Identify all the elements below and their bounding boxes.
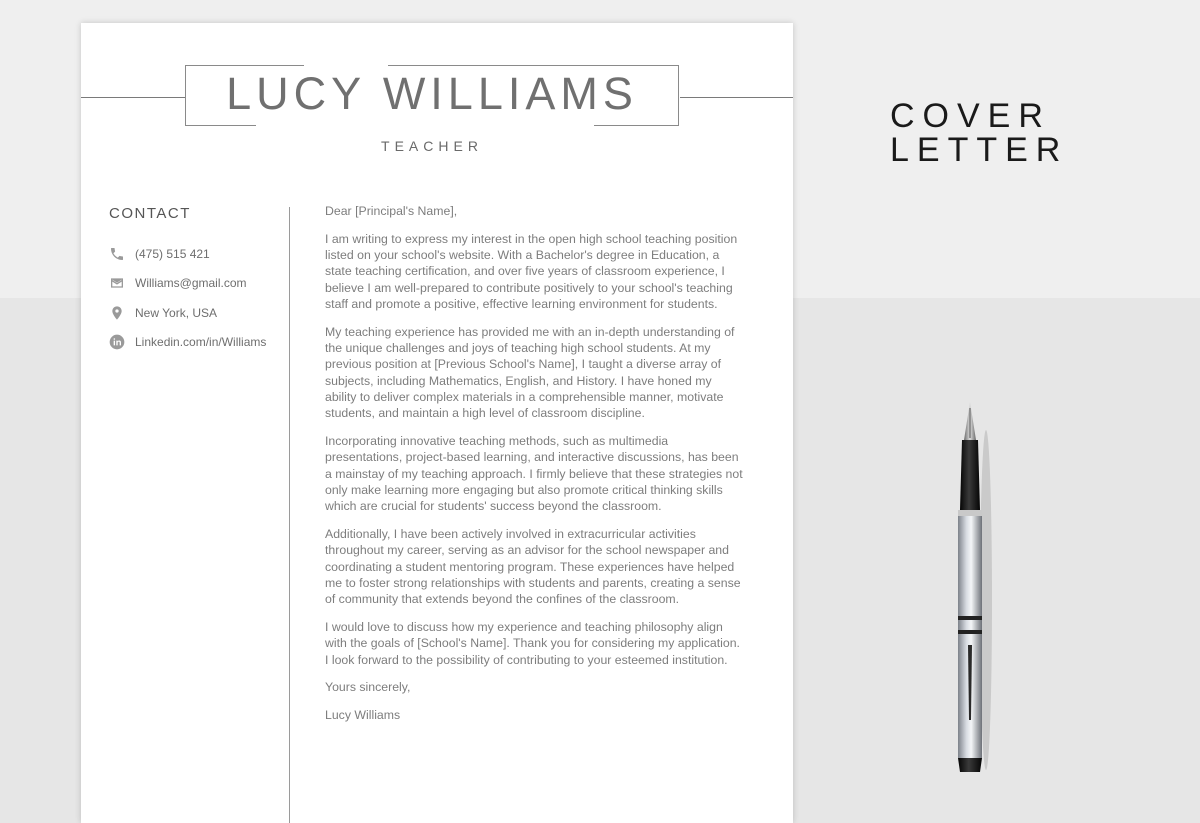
contact-item-email: [109, 269, 266, 299]
fountain-pen-illustration: [940, 400, 1000, 780]
contact-linkedin: Linkedin.com/in/Williams: [135, 335, 267, 350]
letter-body: [325, 203, 745, 735]
cover-title-line-1: COVER: [890, 97, 1051, 135]
contact-location: New York, USA: [135, 305, 218, 320]
cover-letter-title: [890, 99, 1068, 167]
letter-paragraph-3: Incorporating innovative teaching methods, such as multimedia presentations, project-based learning, and interactive discussions, has been a mainstay of my teaching approach. I firmly believe that these strategies not only make learning more engaging but also promote critical thinking skills which are crucial for students' success beyond the classroom.: [325, 434, 743, 514]
letter-paragraph-5: I would love to discuss how my experience and teaching philosophy align with the goals of [School's Name]. Thank you for considering my application. I look forward to the possibility of contributing to your esteemed institution.: [325, 620, 740, 667]
contact-item-phone: [109, 239, 266, 269]
letter-greeting: Dear [Principal's Name],: [325, 204, 458, 218]
applicant-role: TEACHER: [381, 138, 483, 154]
contact-heading: CONTACT: [109, 205, 191, 222]
letter-signature: Lucy Williams: [325, 708, 401, 723]
cover-letter-sheet: [81, 23, 793, 823]
contact-email: Williams@gmail.com: [135, 276, 247, 291]
mail-icon: [109, 275, 125, 291]
linkedin-icon: [109, 334, 125, 350]
letter-paragraph-1: I am writing to express my interest in the open high school teaching position listed on your school's website. With a Bachelor's degree in Education, a state teaching certification, and over five years of classroom experience, I believe I am well-prepared to contribute positively to your school's teaching staff and promote a positive, effective learning environment for students.: [325, 231, 738, 311]
cover-title-line-2: LETTER: [890, 131, 1069, 169]
header-rule-right: [680, 97, 793, 98]
contact-item-location: [109, 298, 266, 328]
letter-paragraph-4: Additionally, I have been actively involved in extracurricular activities throughout my career, serving as an advisor for the school newspaper and coordinating a student mentoring program. These experiences have helped me to foster strong relationships with students and parents, creating a sense of community that extends beyond the confines of the classroom.: [325, 527, 741, 607]
letter-paragraph-2: My teaching experience has provided me with an in-depth understanding of the unique challenges and joys of teaching high school students. At my previous position at [Previous School's Name], I taught a diverse array of subjects, including Mathematics, English, and History. I have honed my ability to deliver complex materials in a comprehensible manner, motivate students, and maintain a high level of classroom discipline.: [325, 324, 735, 421]
contact-phone: (475) 515 421: [135, 246, 210, 261]
applicant-name: LUCY WILLIAMS: [226, 68, 638, 119]
phone-icon: [109, 246, 125, 262]
contact-item-linkedin: [109, 328, 266, 358]
location-pin-icon: [109, 305, 125, 321]
header-rule-left: [81, 97, 185, 98]
contact-list: [109, 239, 266, 357]
letter-closing: Yours sincerely,: [325, 680, 411, 695]
column-divider: [289, 207, 290, 823]
